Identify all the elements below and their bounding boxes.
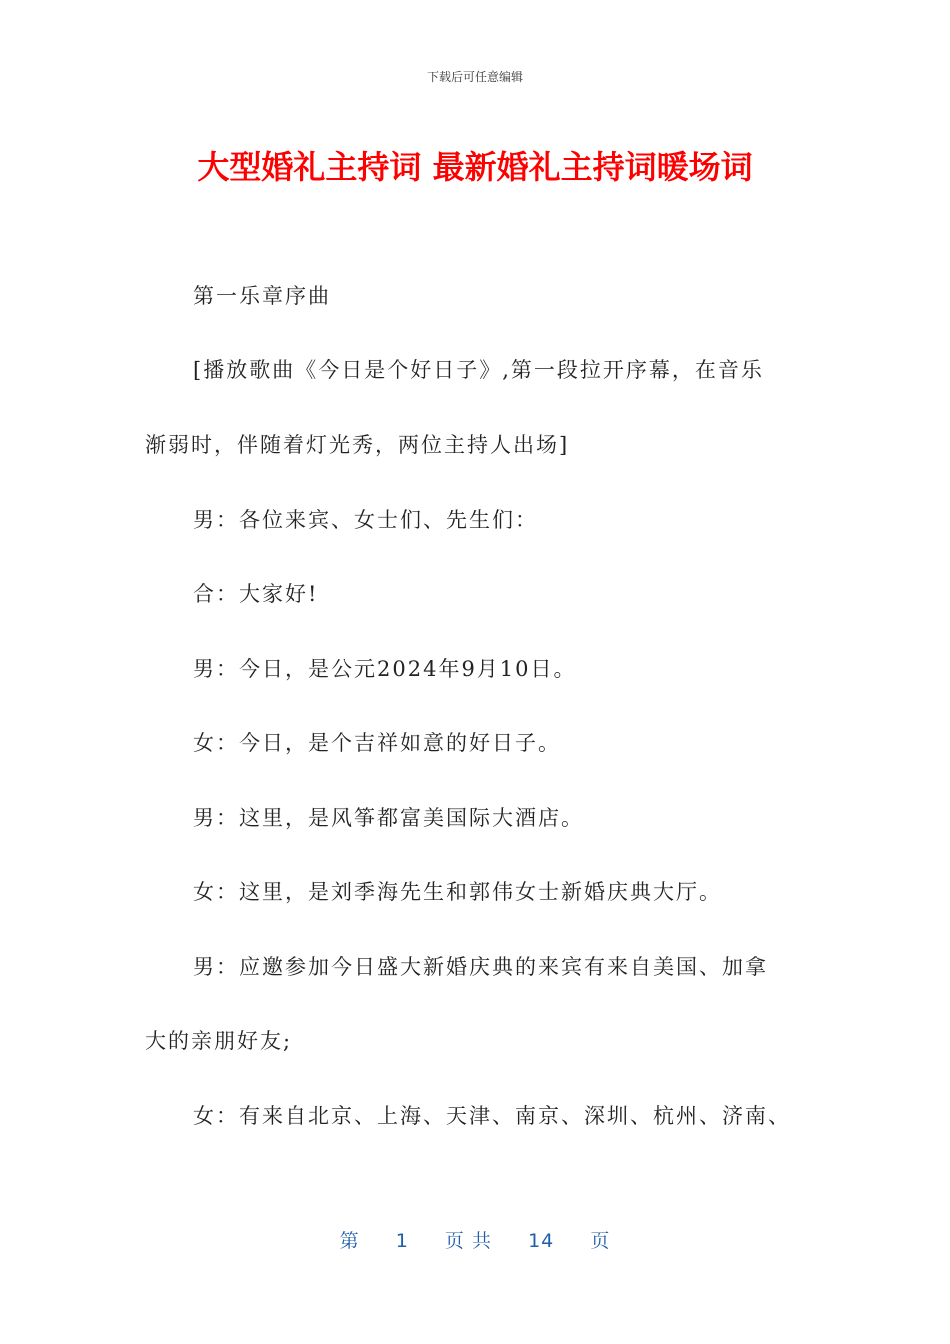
- paragraph-line: 女：今日，是个吉祥如意的好日子。: [193, 731, 561, 755]
- paragraph-line: 女：这里，是刘季海先生和郭伟女士新婚庆典大厅。: [193, 880, 722, 904]
- paragraph-line: 女：有来自北京、上海、天津、南京、深圳、杭州、济南、: [193, 1104, 791, 1128]
- paragraph-line: 男：今日，是公元2024年9月10日。: [193, 657, 577, 681]
- paragraph-line: 男：应邀参加今日盛大新婚庆典的来宾有来自美国、加拿: [193, 955, 768, 979]
- document-title: 大型婚礼主持词 最新婚礼主持词暖场词: [197, 148, 753, 186]
- paragraph-line: [播放歌曲《今日是个好日子》,第一段拉开序幕，在音乐: [193, 358, 764, 382]
- paragraph-line: 男：这里，是风筝都富美国际大酒店。: [193, 806, 584, 830]
- footer-suffix: 页: [590, 1230, 611, 1252]
- footer-middle: 页 共: [444, 1230, 492, 1252]
- paragraph-line: 男：各位来宾、女士们、先生们：: [193, 508, 538, 532]
- footer-prefix: 第: [339, 1230, 360, 1252]
- footer-page-number: 1: [395, 1230, 409, 1252]
- paragraph-line: 合：大家好!: [193, 582, 319, 606]
- section-heading: 第一乐章序曲: [193, 284, 331, 308]
- footer-total-pages: 14: [528, 1230, 555, 1252]
- paragraph-line: 大的亲朋好友;: [145, 1029, 293, 1053]
- page-footer: [0, 1226, 950, 1253]
- header-note: 下载后可任意编辑: [426, 70, 523, 84]
- paragraph-line: 渐弱时，伴随着灯光秀，两位主持人出场]: [145, 433, 570, 457]
